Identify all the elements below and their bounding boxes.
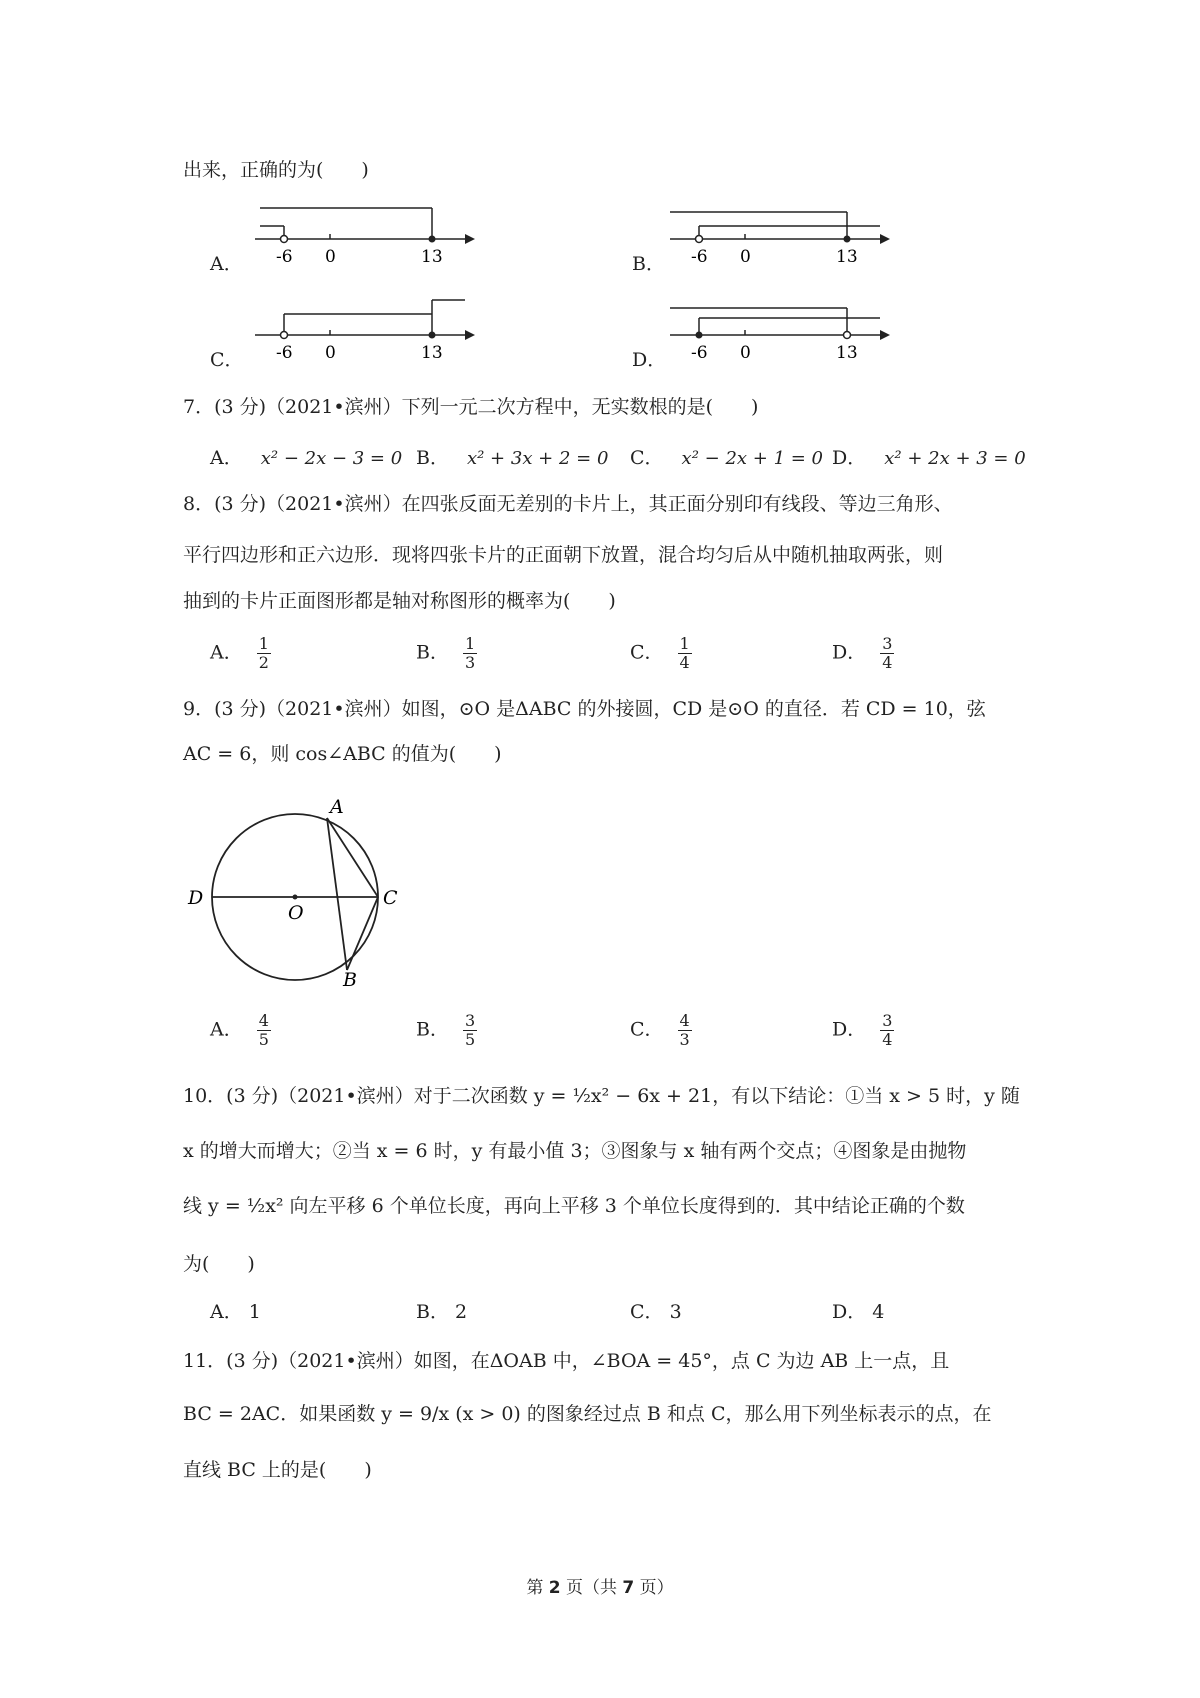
q8-option-b: B． $\frac{1}{3}$ (416, 634, 476, 672)
page-footer: 第 2 页（共 7 页） (526, 1578, 674, 1598)
q9-option-d: D． $\frac{3}{4}$ (832, 1011, 893, 1049)
q6b-tick-13: 13 (836, 247, 858, 266)
q10-stem-line-2: x 的增大而增大；②当 x = 6 时，y 有最小值 3；③图象与 x 轴有两个交点；④图象是由抛物 (183, 1140, 967, 1162)
q9-label-c: C (383, 887, 398, 909)
q6-option-d-numberline (665, 296, 890, 362)
q6c-tick-neg6: -6 (276, 343, 293, 362)
q9-option-c: C． $\frac{4}{3}$ (630, 1011, 690, 1049)
q9-stem-line-2: AC = 6，则 cos∠ABC 的值为( ) (183, 743, 502, 765)
footer-page-number: 2 (548, 1578, 561, 1598)
q6-option-c-label: C． (210, 349, 244, 371)
q6a-tick-13: 13 (421, 247, 443, 266)
q11-stem-line-2: BC = 2AC．如果函数 y = 9/x (x > 0) 的图象经过点 B 和点 C，那么用下列坐标表示的点，在 (183, 1403, 992, 1425)
q8-stem-line-3: 抽到的卡片正面图形都是轴对称图形的概率为( ) (183, 590, 616, 612)
q10-stem-line-3: 线 y = ½x² 向左平移 6 个单位长度，再向上平移 3 个单位长度得到的．其中结论正确的个数 (183, 1195, 965, 1217)
q6-option-d-label: D． (632, 349, 667, 371)
q8-option-c: C． $\frac{1}{4}$ (630, 634, 690, 672)
q8-option-d: D． $\frac{3}{4}$ (832, 634, 893, 672)
q6-stem-tail: 出来，正确的为( ) (183, 159, 369, 181)
q6c-tick-0: 0 (325, 343, 336, 362)
q7-stem: 7．(3 分)（2021•滨州）下列一元二次方程中，无实数根的是( ) (183, 396, 759, 418)
q6d-tick-neg6: -6 (691, 343, 708, 362)
q6a-tick-neg6: -6 (276, 247, 293, 266)
q10-option-b: B． 2 (416, 1301, 468, 1323)
q10-option-a: A． 1 (210, 1301, 261, 1323)
q8-stem-line-2: 平行四边形和正六边形．现将四张卡片的正面朝下放置，混合均匀后从中随机抽取两张，则 (183, 544, 944, 566)
q6c-tick-13: 13 (421, 343, 443, 362)
q11-stem-line-1: 11．(3 分)（2021•滨州）如图，在ΔOAB 中，∠BOA = 45°，点 C 为边 AB 上一点，且 (183, 1350, 950, 1372)
q7-option-b: B． x² + 3x + 2 = 0 (416, 447, 609, 469)
q6d-tick-13: 13 (836, 343, 858, 362)
q8-option-a: A． $\frac{1}{2}$ (210, 634, 269, 672)
q6-option-b-label: B． (632, 253, 665, 275)
q7-option-c: C． x² − 2x + 1 = 0 (630, 447, 823, 469)
q9-label-o: O (288, 902, 304, 924)
footer-total-pages: 7 (622, 1578, 635, 1598)
q6a-tick-0: 0 (325, 247, 336, 266)
q9-option-a: A． $\frac{4}{5}$ (210, 1011, 269, 1049)
q6-option-a-label: A． (210, 253, 243, 275)
q8-stem-line-1: 8．(3 分)（2021•滨州）在四张反面无差别的卡片上，其正面分别印有线段、等边三角形、 (183, 493, 953, 515)
q7-option-d: D． x² + 2x + 3 = 0 (832, 447, 1026, 469)
q10-option-c: C． 3 (630, 1301, 682, 1323)
q11-stem-line-3: 直线 BC 上的是( ) (183, 1459, 372, 1481)
q6b-tick-neg6: -6 (691, 247, 708, 266)
q10-stem-line-1: 10．(3 分)（2021•滨州）对于二次函数 y = ½x² − 6x + 21，有以下结论：①当 x > 5 时，y 随 (183, 1085, 1020, 1107)
q9-label-d: D (188, 887, 204, 909)
q6-option-a-numberline (250, 200, 475, 266)
q6-option-c-numberline (250, 296, 475, 362)
q10-stem-line-4: 为( ) (183, 1253, 255, 1275)
q9-label-a: A (330, 796, 344, 818)
q9-circle-figure (180, 780, 410, 990)
q6d-tick-0: 0 (740, 343, 751, 362)
q7-option-a: A． x² − 2x − 3 = 0 (210, 447, 403, 469)
q6-option-b-numberline (665, 200, 890, 266)
q9-label-b: B (343, 969, 357, 990)
q9-option-b: B． $\frac{3}{5}$ (416, 1011, 476, 1049)
q10-option-d: D． 4 (832, 1301, 885, 1323)
q9-stem-line-1: 9．(3 分)（2021•滨州）如图，⊙O 是ΔABC 的外接圆，CD 是⊙O 的直径．若 CD = 10，弦 (183, 698, 986, 720)
q6b-tick-0: 0 (740, 247, 751, 266)
